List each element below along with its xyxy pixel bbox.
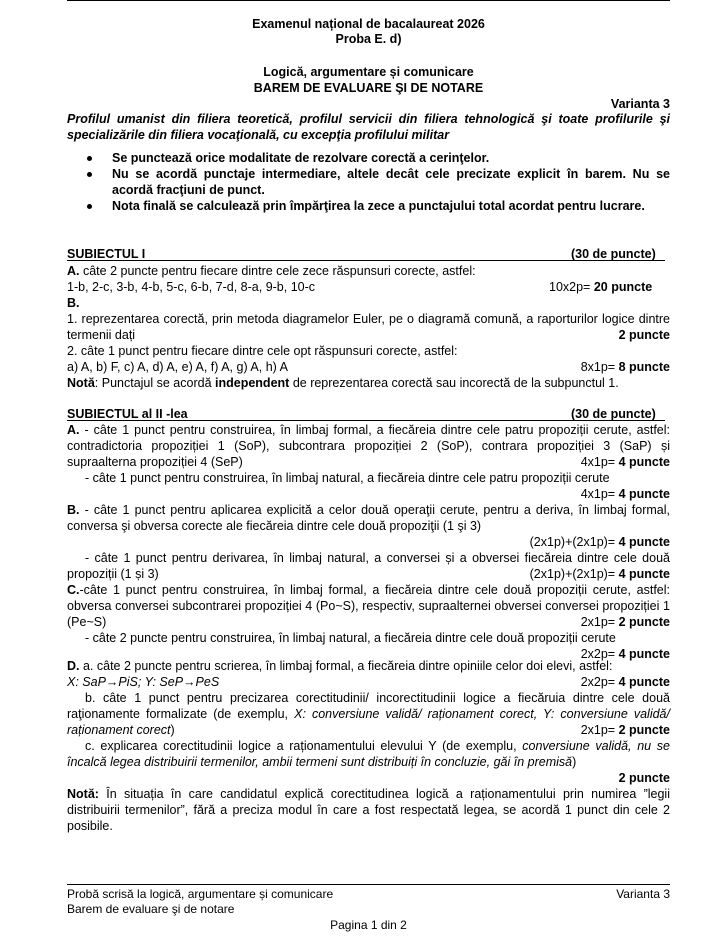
subject-title: Logică, argumentare și comunicare xyxy=(263,65,474,79)
rules-list xyxy=(85,150,670,214)
s2-d-c: c. explicarea corectitudinii logice a raționamentului elevului Y (de exemplu, conversiune validă, nu se încalcă legea distribuirii termenilor, ambii termeni sunt distribuiți în concluzie, găi în premisă) 2 puncte xyxy=(67,739,671,785)
s2-note: Notă: În situația în care candidatul explică corectitudinea logică a raționamentului prin numirea ”legii distribuirii termenilor”, fără a preciza modul în care a fost respectată legea, se acordă 1 punct din cele 2 posibile. xyxy=(67,787,670,833)
footer-rule xyxy=(67,884,670,885)
subiect1-underline xyxy=(67,260,665,261)
subiect2-points: (30 de puncte) xyxy=(571,407,656,421)
footer-variant: Varianta 3 xyxy=(616,887,670,901)
top-rule xyxy=(67,0,670,1)
subiect2-underline xyxy=(67,420,665,421)
bullet-icon xyxy=(87,156,92,161)
s2-b1: B. - câte 1 punct pentru aplicarea explicită a celor două operaţii cerute, pentru a deriva, în limbaj formal, conversa şi obversa corecte ale fiecăreia dintre cele două propoziţii (1 şi 3) (2x1p)+(2x1p)= 4 puncte xyxy=(67,503,670,549)
rule-item: Nota finală se calculează prin împărţirea la zece a punctajului total acordat pentru lucrare. xyxy=(85,198,670,214)
rule-item: Se punctează orice modalitate de rezolvare corectă a cerinţelor. xyxy=(85,150,670,166)
s2-a1: A. - câte 1 punct pentru construirea, în limbaj formal, a fiecăreia dintre cele patru propoziții cerute, astfel: contradictoria propoziției 1 (SoP), subcontrara propoziției 2 (SoP), contrara propoziției 3 (SaP) și supraalterna propoziției 4 (SeP) 4x1p= 4 puncte xyxy=(67,423,670,469)
s2-b2: - câte 1 punct pentru derivarea, în limbaj natural, a conversei și a obversei fiecăreia dintre cele două propoziții (1 și 3) (2x1p)+(2x1p)= 4 puncte xyxy=(67,551,670,581)
subiect2-title: SUBIECTUL al II -lea xyxy=(67,407,188,421)
s1-note: Notă: Punctajul se acordă independent de reprezentarea corectă sau incorectă de la subpunctul 1. xyxy=(67,376,619,390)
bullet-icon xyxy=(87,172,92,177)
s2-d-a-formula: X: SaP→PiS; Y: SeP→PeS 2x2p= 4 puncte xyxy=(67,675,670,689)
variant-label: Varianta 3 xyxy=(610,97,670,111)
footer-barem: Barem de evaluare şi de notare xyxy=(67,902,235,916)
exam-title: Examenul național de bacalaureat 2026 xyxy=(252,17,485,31)
s1-b1: 1. reprezentarea corectă, prin metoda diagramelor Euler, pe o diagramă comună, a raporturilor logice dintre termenii dați 2 puncte xyxy=(67,312,670,342)
s1-a-line: A. câte 2 puncte pentru fiecare dintre cele zece răspunsuri corecte, astfel: xyxy=(67,264,476,278)
s2-d-b: b. câte 1 punct pentru precizarea corectitudinii/ incorectitudinii logice a fiecăruia dintre cele două raţionamente formalizate (de exemplu, X: conversiune validă/ raționament corect, Y: conversiune validă/ raționament corect) 2x1p= 2 puncte xyxy=(67,691,670,737)
s2-c1: C.-câte 1 punct pentru construirea, în limbaj formal, a fiecăreia dintre cele două propoziții cerute, astfel: obversa conversei subcontrarei propoziției 4 (Po~S), respectiv, supraalternei obversei conversei propoziției 1 (Pe~S) 2x1p= 2 puncte xyxy=(67,583,670,629)
barem-title: BAREM DE EVALUARE ŞI DE NOTARE xyxy=(253,81,484,95)
s1-b2-score: 8x1p= 8 puncte xyxy=(580,360,670,374)
s2-c2: - câte 2 puncte pentru construirea, în limbaj natural, a fiecăreia dintre cele două propoziții cerute 2x2p= 4 puncte xyxy=(85,631,670,661)
profile-text: Profilul umanist din filiera teoretică, profilul servicii din filiera tehnologică şi toate profilurile şi specializările din filiera vocaţională, cu excepţia profilului militar xyxy=(67,112,670,142)
probe-title: Proba E. d) xyxy=(335,32,402,46)
s2-a2: - câte 1 punct pentru construirea, în limbaj natural, a fiecăreia dintre cele patru propoziții cerute 4x1p= 4 puncte xyxy=(85,471,670,501)
page xyxy=(67,0,670,940)
s1-b-label: B. xyxy=(67,296,80,310)
s1-a-score: 10x2p= 20 puncte xyxy=(549,280,653,294)
s1-b2-answers: a) A, b) F, c) A, d) A, e) A, f) A, g) A, h) A 8x1p= 8 puncte xyxy=(67,360,670,374)
rule-item: Nu se acordă punctaje intermediare, altele decât cele precizate explicit în barem. Nu se acordă fracţiuni de punct. xyxy=(85,166,670,198)
subiect1-title: SUBIECTUL I xyxy=(67,247,146,261)
subiect2-header xyxy=(67,406,670,422)
bullet-icon xyxy=(87,204,92,209)
s2-d-a: D. a. câte 2 puncte pentru scrierea, în limbaj formal, a fiecăreia dintre opiniile celor doi elevi, astfel: xyxy=(67,659,613,673)
s1-a-answers: 1-b, 2-c, 3-b, 4-b, 5-c, 6-b, 7-d, 8-a, 9-b, 10-c 10x2p= 20 puncte xyxy=(67,280,653,294)
subiect1-header xyxy=(67,246,670,262)
page-number: Pagina 1 din 2 xyxy=(330,918,407,932)
footer-exam: Probă scrisă la logică, argumentare și comunicare xyxy=(67,887,334,901)
page-footer xyxy=(67,884,670,933)
subiect1-points: (30 de puncte) xyxy=(571,247,656,261)
s1-b2: 2. câte 1 punct pentru fiecare dintre cele opt răspunsuri corecte, astfel: xyxy=(67,344,458,358)
